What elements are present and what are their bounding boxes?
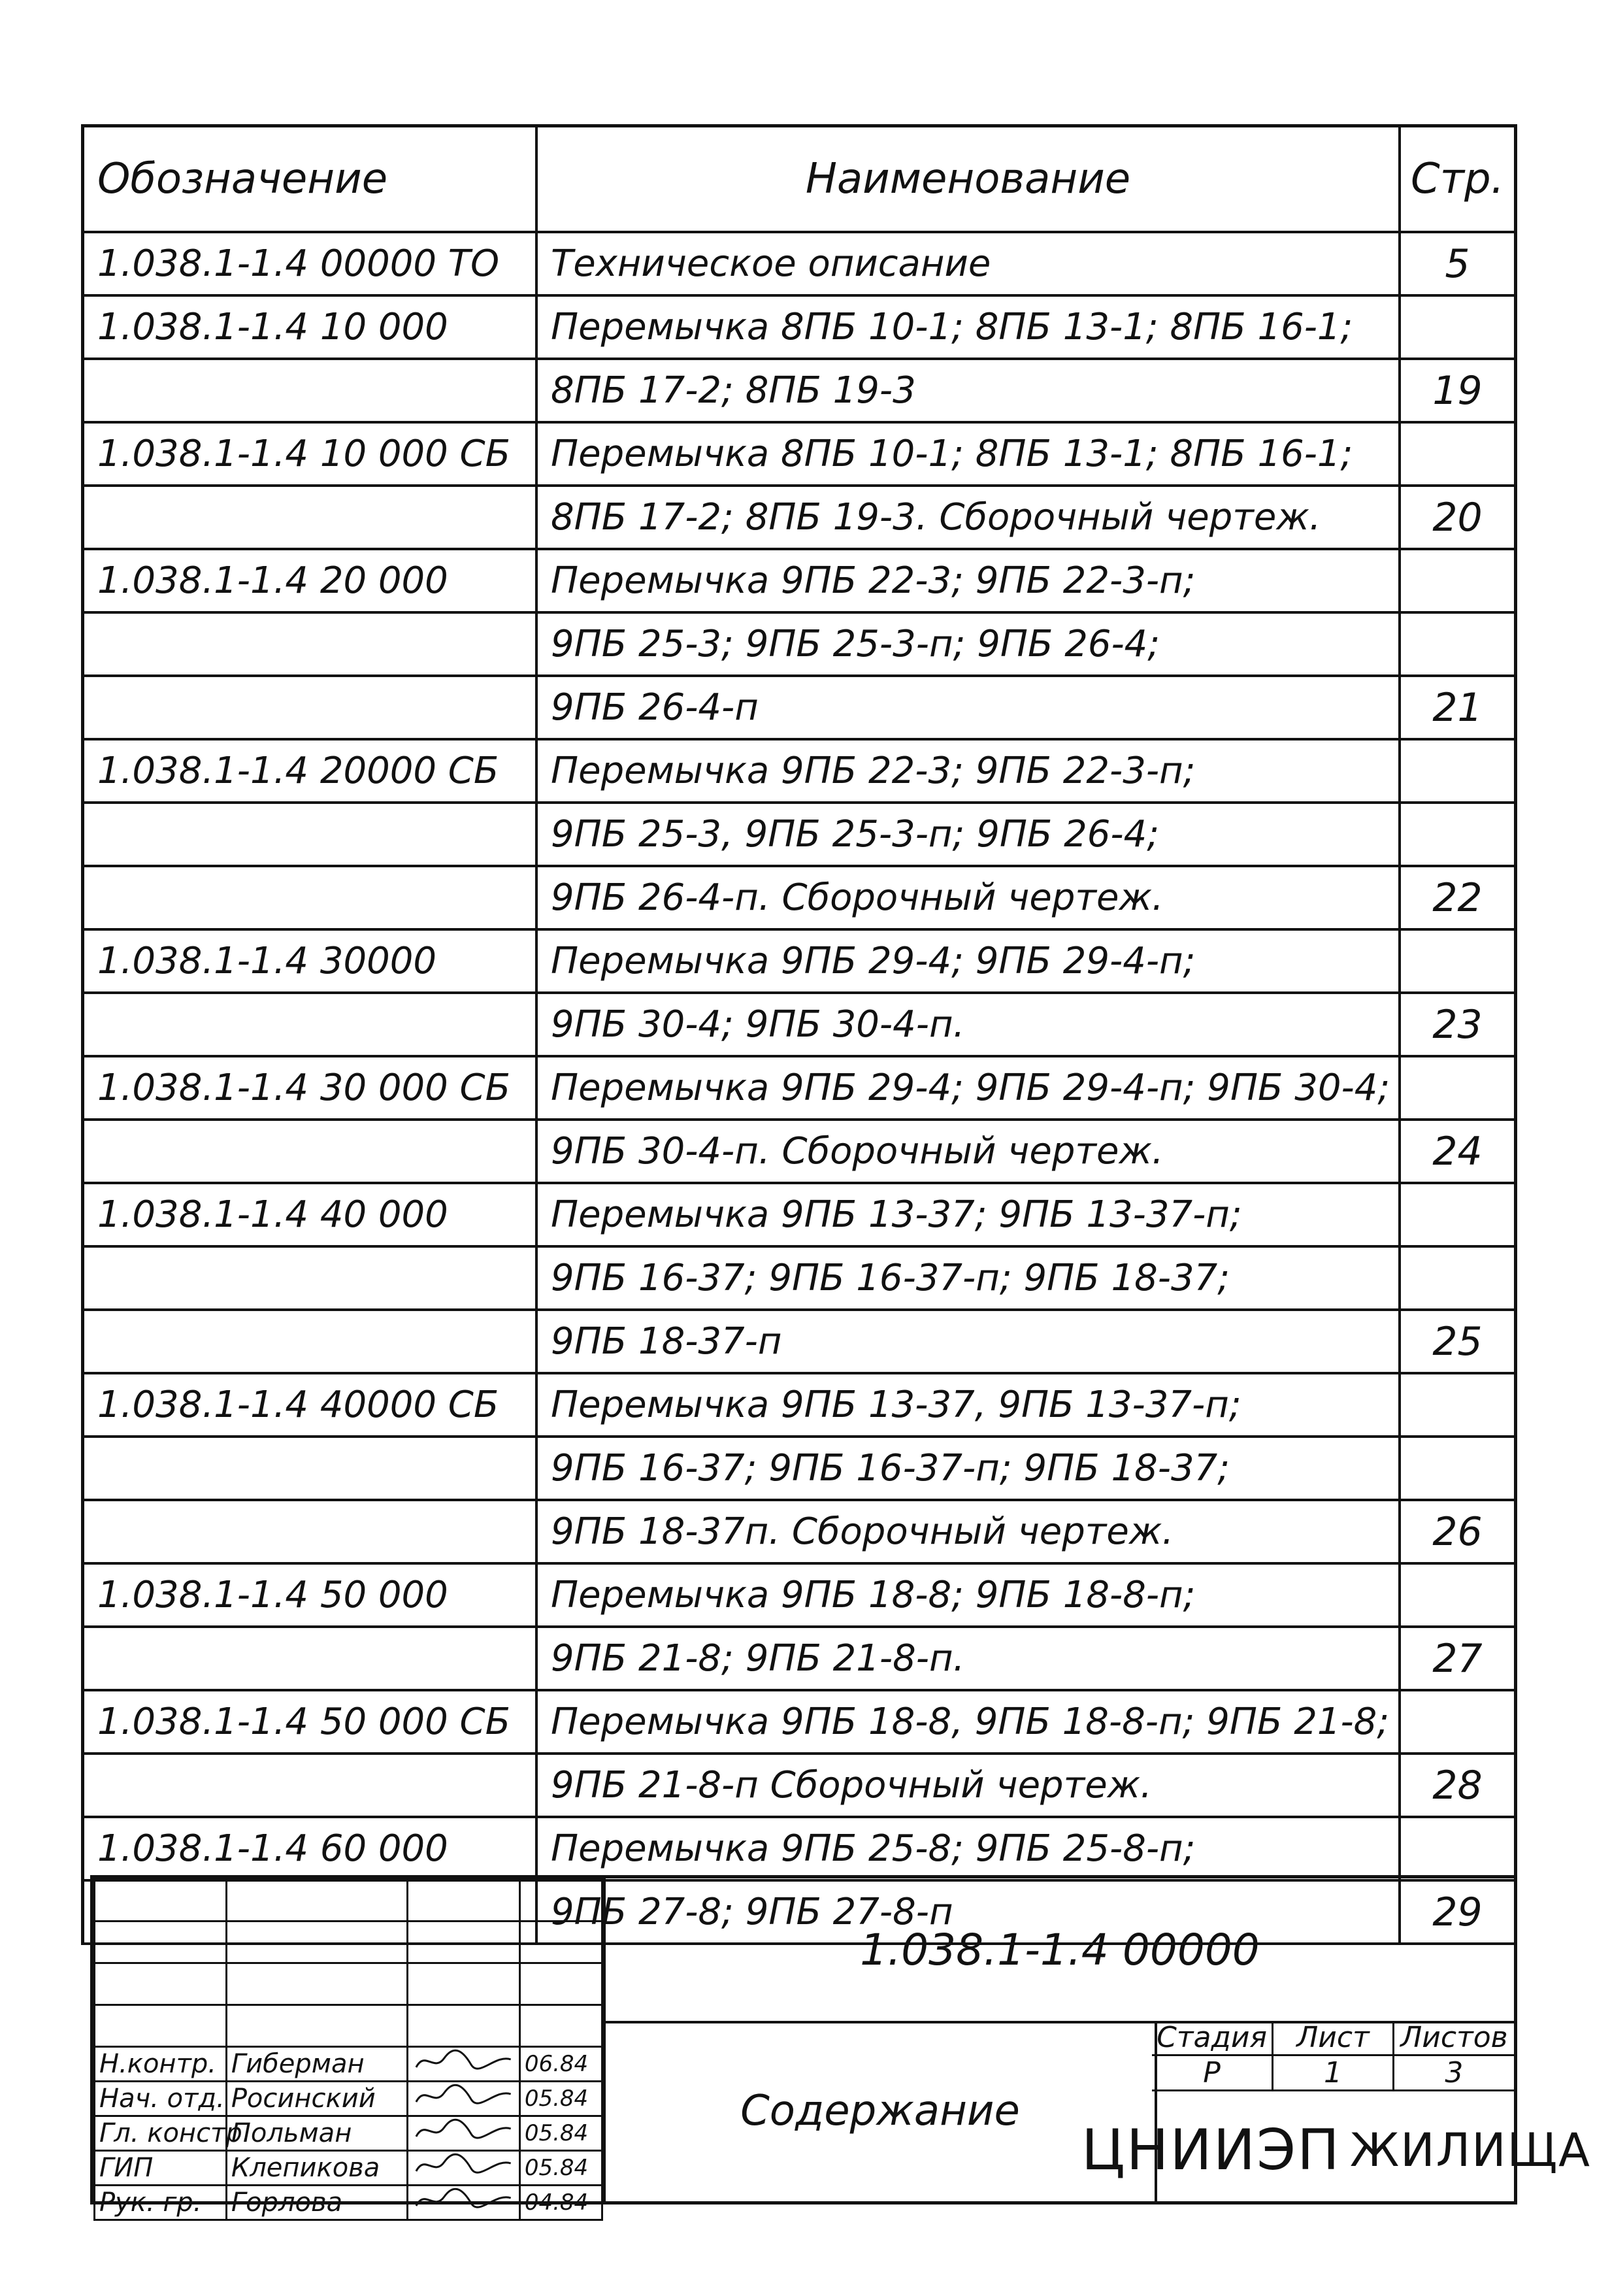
signature-row <box>95 2116 602 2151</box>
row-name: Перемычка 9ПБ 29-4; 9ПБ 29-4-п; <box>536 929 1400 993</box>
handwritten-signature <box>408 2116 520 2151</box>
row-page <box>1400 1817 1514 1880</box>
contents-row <box>84 1817 1514 1880</box>
row-name: 9ПБ 25-3, 9ПБ 25-3-п; 9ПБ 26-4; <box>536 803 1400 866</box>
row-designation <box>84 612 536 676</box>
signature-date: 05.84 <box>519 2082 602 2116</box>
row-designation: 1.038.1-1.4 20 000 <box>84 549 536 612</box>
row-designation <box>84 359 536 422</box>
contents-row <box>84 612 1514 676</box>
contents-row <box>84 803 1514 866</box>
row-designation <box>84 1754 536 1817</box>
row-name: 9ПБ 18-37-п <box>536 1310 1400 1373</box>
row-page: 29 <box>1400 1880 1514 1944</box>
contents-row <box>84 1120 1514 1183</box>
sheet-value: 1 <box>1273 2055 1394 2091</box>
row-page <box>1400 1246 1514 1310</box>
row-designation: 1.038.1-1.4 00000 ТО <box>84 232 536 295</box>
contents-row <box>84 1754 1514 1817</box>
contents-row <box>84 1690 1514 1754</box>
contents-row <box>84 486 1514 549</box>
row-designation: 1.038.1-1.4 50 000 СБ <box>84 1690 536 1754</box>
row-designation <box>84 993 536 1056</box>
row-name: 9ПБ 16-37; 9ПБ 16-37-п; 9ПБ 18-37; <box>536 1246 1400 1310</box>
signature-row <box>95 2082 602 2116</box>
row-page: 23 <box>1400 993 1514 1056</box>
row-name: 9ПБ 25-3; 9ПБ 25-3-п; 9ПБ 26-4; <box>536 612 1400 676</box>
row-name: Перемычка 9ПБ 18-8; 9ПБ 18-8-п; <box>536 1563 1400 1627</box>
row-designation: 1.038.1-1.4 10 000 <box>84 295 536 359</box>
header-page: Стр. <box>1400 127 1514 232</box>
row-name: Техническое описание <box>536 232 1400 295</box>
row-name: 9ПБ 26-4-п <box>536 676 1400 739</box>
revision-row <box>95 1922 602 1963</box>
signature-row <box>95 2186 602 2220</box>
signature-date: 04.84 <box>519 2186 602 2220</box>
row-name: Перемычка 9ПБ 13-37, 9ПБ 13-37-п; <box>536 1373 1400 1437</box>
signature-role: Н.контр. <box>95 2047 227 2082</box>
sheet-header: Лист <box>1273 2021 1394 2055</box>
organization-stamp <box>1081 2105 1592 2196</box>
row-page <box>1400 612 1514 676</box>
handwritten-signature <box>408 2047 520 2082</box>
contents-row <box>84 295 1514 359</box>
row-designation <box>84 1500 536 1563</box>
row-name: 8ПБ 17-2; 8ПБ 19-3. Сборочный чертеж. <box>536 486 1400 549</box>
row-designation <box>84 1310 536 1373</box>
row-designation: 1.038.1-1.4 40000 СБ <box>84 1373 536 1437</box>
contents-row <box>84 1437 1514 1500</box>
row-page <box>1400 1056 1514 1120</box>
handwritten-signature <box>408 2186 520 2220</box>
row-designation: 1.038.1-1.4 30 000 СБ <box>84 1056 536 1120</box>
row-designation <box>84 1437 536 1500</box>
row-page: 20 <box>1400 486 1514 549</box>
signature-name: Горлова <box>226 2186 408 2220</box>
contents-row <box>84 929 1514 993</box>
sheets-value: 3 <box>1393 2055 1514 2091</box>
contents-row <box>84 1373 1514 1437</box>
row-name: Перемычка 9ПБ 22-3; 9ПБ 22-3-п; <box>536 549 1400 612</box>
signature-name: Росинский <box>226 2082 408 2116</box>
row-page <box>1400 929 1514 993</box>
sheets-header: Листов <box>1393 2021 1514 2055</box>
row-designation <box>84 803 536 866</box>
header-name: Наименование <box>536 127 1400 232</box>
document-code: 1.038.1-1.4 00000 <box>603 1878 1514 2023</box>
row-page <box>1400 1437 1514 1500</box>
row-name: 9ПБ 26-4-п. Сборочный чертеж. <box>536 866 1400 929</box>
signature-date: 06.84 <box>519 2047 602 2082</box>
revision-row <box>95 1963 602 2005</box>
row-name: Перемычка 9ПБ 29-4; 9ПБ 29-4-п; 9ПБ 30-4; <box>536 1056 1400 1120</box>
row-page <box>1400 1690 1514 1754</box>
contents-row <box>84 1310 1514 1373</box>
signature-grid <box>93 1878 603 2218</box>
row-designation: 1.038.1-1.4 50 000 <box>84 1563 536 1627</box>
contents-row <box>84 1183 1514 1246</box>
signature-role: Гл. констр. <box>95 2116 227 2151</box>
handwritten-signature <box>408 2082 520 2116</box>
row-page: 27 <box>1400 1627 1514 1690</box>
contents-row <box>84 1056 1514 1120</box>
signature-row <box>95 2151 602 2186</box>
row-name: 9ПБ 21-8-п Сборочный чертеж. <box>536 1754 1400 1817</box>
contents-row <box>84 1500 1514 1563</box>
row-name: Перемычка 8ПБ 10-1; 8ПБ 13-1; 8ПБ 16-1; <box>536 295 1400 359</box>
stage-header: Стадия <box>1152 2021 1273 2055</box>
organization-suffix: ЖИЛИЩА <box>1349 2123 1592 2177</box>
title-block <box>90 1875 1592 2218</box>
signature-date: 05.84 <box>519 2151 602 2186</box>
contents-row <box>84 422 1514 486</box>
row-page <box>1400 1373 1514 1437</box>
signature-row <box>95 2047 602 2082</box>
row-name: 9ПБ 16-37; 9ПБ 16-37-п; 9ПБ 18-37; <box>536 1437 1400 1500</box>
contents-row <box>84 359 1514 422</box>
row-page <box>1400 549 1514 612</box>
row-name: Перемычка 9ПБ 18-8, 9ПБ 18-8-п; 9ПБ 21-8; <box>536 1690 1400 1754</box>
row-name: 9ПБ 27-8; 9ПБ 27-8-п <box>536 1880 1400 1944</box>
row-page: 21 <box>1400 676 1514 739</box>
revision-row <box>95 1880 602 1922</box>
organization-prefix: ЦНИИЭП <box>1081 2118 1341 2183</box>
row-page: 5 <box>1400 232 1514 295</box>
signature-name: Гиберман <box>226 2047 408 2082</box>
row-name: 9ПБ 18-37п. Сборочный чертеж. <box>536 1500 1400 1563</box>
document-title: Содержание <box>603 2021 1157 2201</box>
signature-date: 05.84 <box>519 2116 602 2151</box>
row-name: Перемычка 9ПБ 22-3; 9ПБ 22-3-п; <box>536 739 1400 803</box>
row-page <box>1400 1183 1514 1246</box>
row-page: 26 <box>1400 1500 1514 1563</box>
header-designation: Обозначение <box>84 127 536 232</box>
stage-info <box>1081 2021 1592 2201</box>
contents-row <box>84 739 1514 803</box>
row-designation: 1.038.1-1.4 30000 <box>84 929 536 993</box>
row-page <box>1400 295 1514 359</box>
row-page: 28 <box>1400 1754 1514 1817</box>
signature-name: Клепикова <box>226 2151 408 2186</box>
contents-header-row <box>84 127 1514 232</box>
row-designation <box>84 1627 536 1690</box>
signature-role: ГИП <box>95 2151 227 2186</box>
row-page: 19 <box>1400 359 1514 422</box>
stage-value: Р <box>1152 2055 1273 2091</box>
contents-row <box>84 1627 1514 1690</box>
contents-row <box>84 549 1514 612</box>
row-name: Перемычка 9ПБ 13-37; 9ПБ 13-37-п; <box>536 1183 1400 1246</box>
contents-table <box>81 124 1517 1945</box>
contents-row <box>84 1246 1514 1310</box>
row-page <box>1400 1563 1514 1627</box>
row-designation <box>84 486 536 549</box>
contents-row <box>84 866 1514 929</box>
row-designation: 1.038.1-1.4 20000 СБ <box>84 739 536 803</box>
row-page: 24 <box>1400 1120 1514 1183</box>
revision-row <box>95 2005 602 2047</box>
signature-name: Польман <box>226 2116 408 2151</box>
row-name: Перемычка 8ПБ 10-1; 8ПБ 13-1; 8ПБ 16-1; <box>536 422 1400 486</box>
row-page <box>1400 739 1514 803</box>
contents-row <box>84 993 1514 1056</box>
row-designation <box>84 866 536 929</box>
row-designation: 1.038.1-1.4 10 000 СБ <box>84 422 536 486</box>
row-designation: 1.038.1-1.4 40 000 <box>84 1183 536 1246</box>
row-designation: 1.038.1-1.4 60 000 <box>84 1817 536 1880</box>
row-page: 25 <box>1400 1310 1514 1373</box>
row-designation <box>84 1120 536 1183</box>
signature-role: Нач. отд. <box>95 2082 227 2116</box>
row-name: 9ПБ 21-8; 9ПБ 21-8-п. <box>536 1627 1400 1690</box>
signature-role: Рук. гр. <box>95 2186 227 2220</box>
contents-row <box>84 1563 1514 1627</box>
row-name: Перемычка 9ПБ 25-8; 9ПБ 25-8-п; <box>536 1817 1400 1880</box>
handwritten-signature <box>408 2151 520 2186</box>
contents-row <box>84 232 1514 295</box>
row-name: 9ПБ 30-4-п. Сборочный чертеж. <box>536 1120 1400 1183</box>
row-page <box>1400 803 1514 866</box>
row-designation <box>84 1246 536 1310</box>
row-page: 22 <box>1400 866 1514 929</box>
row-page <box>1400 422 1514 486</box>
row-name: 8ПБ 17-2; 8ПБ 19-3 <box>536 359 1400 422</box>
row-name: 9ПБ 30-4; 9ПБ 30-4-п. <box>536 993 1400 1056</box>
row-designation <box>84 676 536 739</box>
contents-row <box>84 676 1514 739</box>
